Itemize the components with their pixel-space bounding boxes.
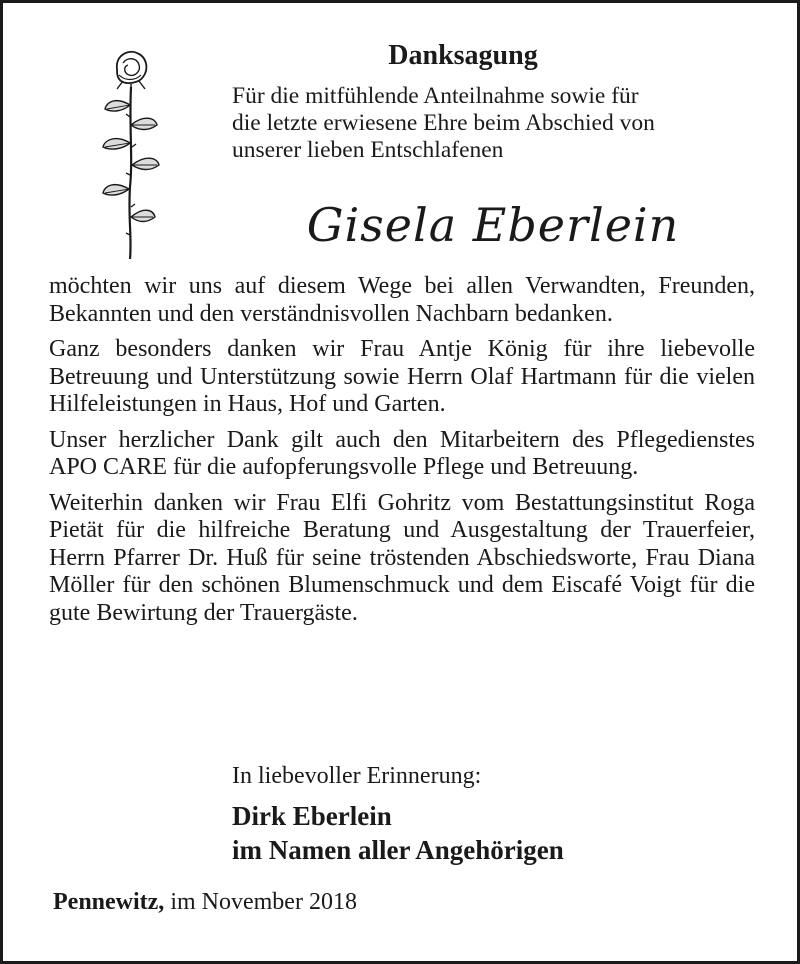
notice-title: Danksagung [388, 40, 538, 71]
paragraph: Ganz besonders danken wir Frau Antje König für ihre liebevolle Betreuung und Unterstützung sowie Herrn Olaf Hartmann für die vielen Hilfeleistungen in Haus, Hof und Garten. [49, 336, 755, 417]
intro-line: die letzte erwiesene Ehre beim Abschied von [232, 110, 655, 136]
intro-line: unserer lieben Entschlafenen [232, 137, 504, 163]
rose-icon [95, 47, 165, 263]
signature-name: Dirk Eberlein [232, 801, 392, 831]
body-text [49, 273, 755, 635]
place-date [53, 887, 357, 917]
paragraph: Weiterhin danken wir Frau Elfi Gohritz vom Bestattungsinstitut Roga Pietät für die hilfreiche Beratung und Ausgestaltung der Trauerfeier, Herrn Pfarrer Dr. Huß für seine tröstenden Abschiedsworte, Frau Diana Möller für den schönen Blumenschmuck und dem Eiscafé Voigt für die gute Bewirtung der Trauergäste. [49, 489, 755, 626]
signature-on-behalf: im Namen aller Angehörigen [232, 835, 564, 865]
date: im November 2018 [170, 889, 357, 915]
closing-regards: In liebevoller Erinnerung: [232, 763, 482, 789]
intro-line: Für die mitfühlende Anteilnahme sowie für [232, 83, 639, 109]
deceased-name: Gisela Eberlein [306, 198, 680, 252]
signature-block [232, 799, 564, 867]
paragraph: möchten wir uns auf diesem Wege bei allen Verwandten, Freunden, Bekannten und den verständnisvollen Nachbarn bedanken. [49, 273, 755, 327]
place: Pennewitz, [53, 889, 165, 915]
intro-text [232, 83, 762, 164]
paragraph: Unser herzlicher Dank gilt auch den Mitarbeitern des Pflegedienstes APO CARE für die aufopferungsvolle Pflege und Betreuung. [49, 426, 755, 480]
